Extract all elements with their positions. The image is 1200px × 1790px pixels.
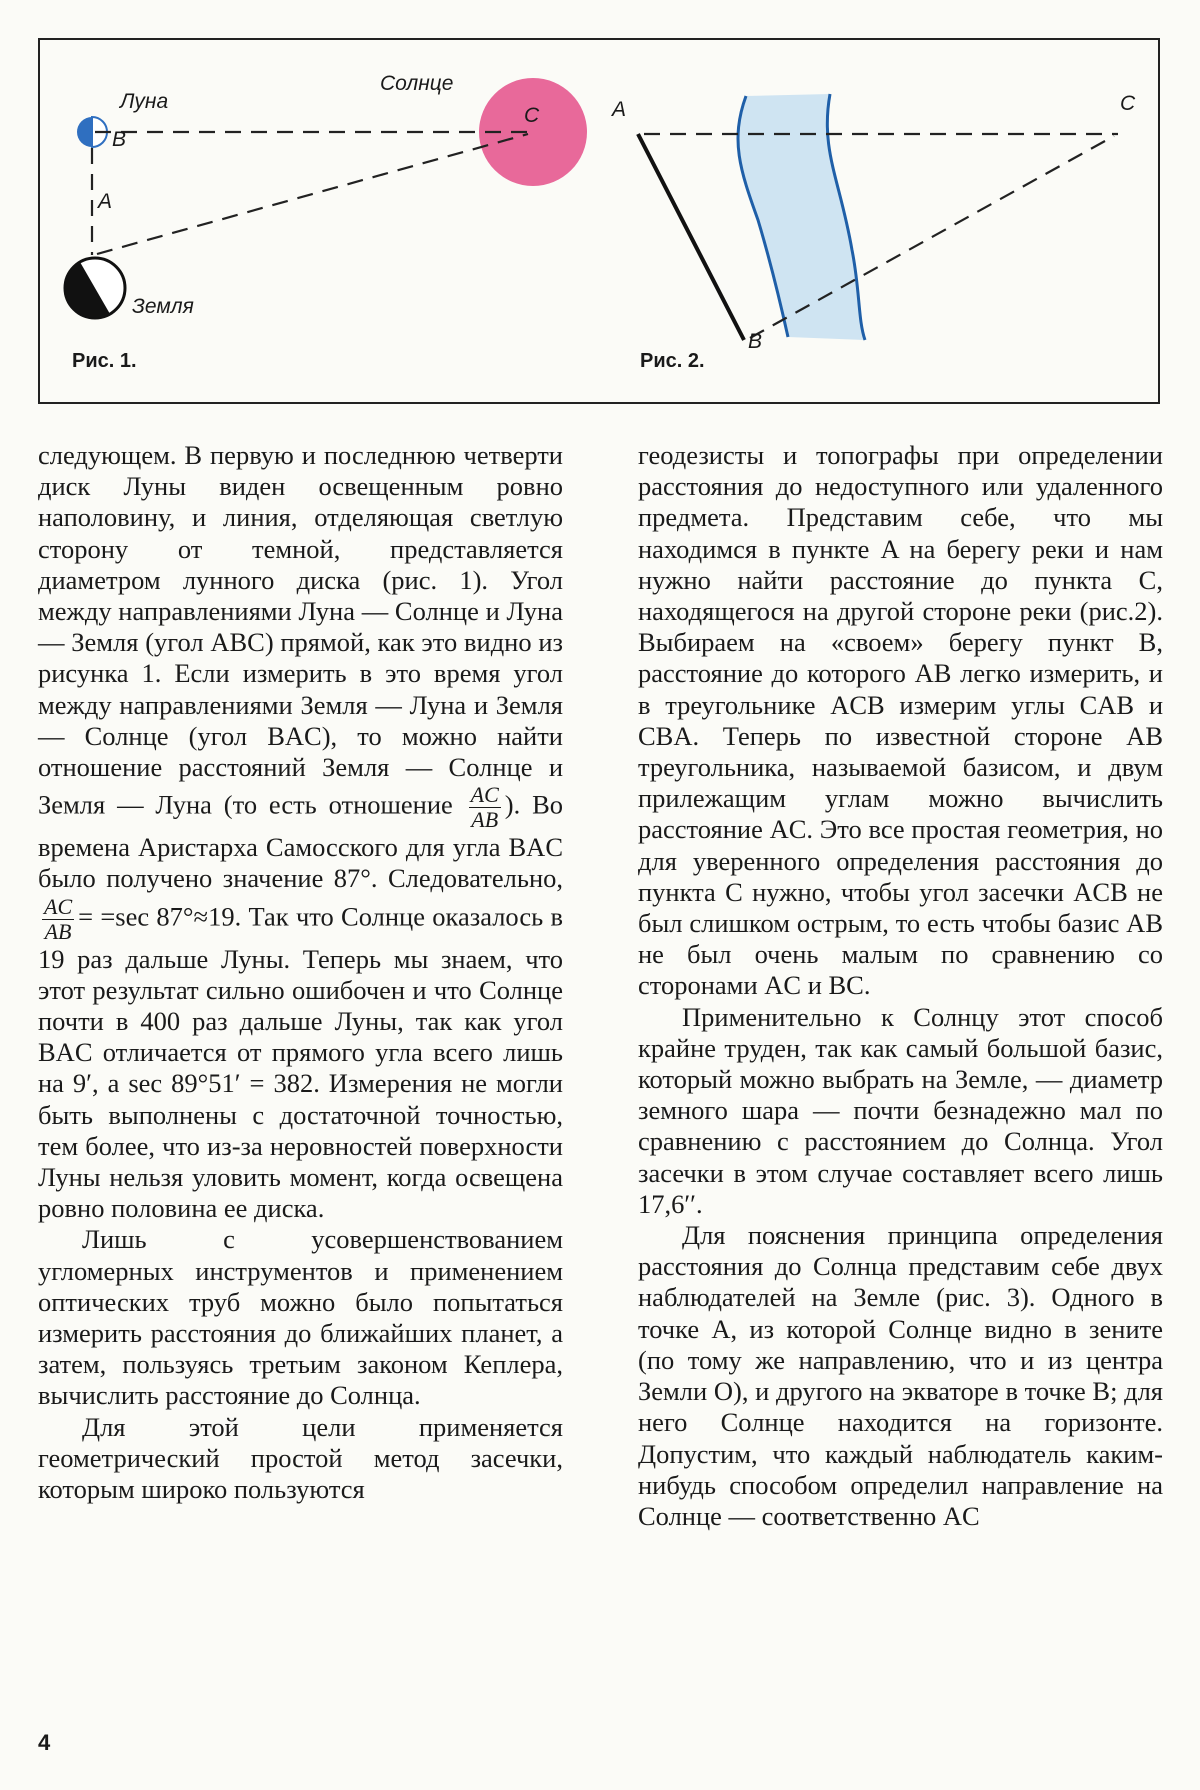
- fig1-moon-label: Луна: [120, 90, 169, 113]
- fig2-caption: Рис. 2.: [640, 350, 705, 372]
- fig1-point-b: B: [112, 128, 127, 151]
- fig1-point-a: A: [98, 190, 113, 213]
- left-paragraph-1: следующем. В первую и последнюю четверти диск Луны виден освещенным ровно наполовину, и линия, отделяющая светлую сторону от темной, представляется диаметром лунного диска (рис. 1). Угол между направлениями Луна — Солнце и Луна — Земля (угол ABC) прямой, как это видно из рисунка 1. Если измерить в это время угол между направлениями Земля — Луна и Земля — Солнце (угол BAC), то можно найти отношение расстояний Земля — Солнце и Земля — Луна (то есть отношение $\frac{AC}{AB}$ ). Во времена Аристарха Самосского для угла BAC было получено значение 87°. Следовательно, $\frac{AC}{AB}$ = =sec 87°≈19. Так что Солнце оказалось в 19 раз дальше Луны. Теперь мы знаем, что этот результат сильно ошибочен и что Солнце почти в 400 раз дальше Луны, так как угол BAC отличается от прямого угла всего лишь на 9′, a sec 89°51′ = 382. Измерения не могли быть выполнены с достаточной точностью, тем более, что из-за неровностей поверхности Луны нельзя уловить момент, когда освещена ровно половина ее диска.: [38, 440, 563, 1224]
- right-paragraph-3: Для пояснения принципа определения расстояния до Солнца представим себе двух наблюдателей на Земле (рис. 3). Одного в точке A, из которой Солнце видно в зените (по тому же направлению, что и из центра Земли O), и другого на экваторе в точке B; для него Солнце находится на горизонте. Допустим, что каждый наблюдатель каким-нибудь способом определил направление на Солнце — соответственно AC: [638, 1220, 1163, 1531]
- fraction-ac-ab-2: $\frac{AC}{AB}$: [44, 893, 73, 944]
- line-ac: [97, 134, 528, 254]
- left-paragraph-2: Лишь с усовершенствованием угломерных инструментов и применением оптических труб можно было попытаться измерить расстояния до ближайших планет, а затем, пользуясь третьим законом Кеплера, вычислить расстояние до Солнца.: [38, 1224, 563, 1411]
- page-number: 4: [38, 1730, 51, 1755]
- left-paragraph-3: Для этой цели применяется геометрический простой метод засечки, которым широко пользуются: [38, 1411, 563, 1505]
- fig1-sun-label: Солнце: [380, 72, 454, 95]
- fig1-earth-label: Земля: [132, 295, 194, 318]
- fig2-point-b: B: [748, 330, 763, 353]
- figures-svg: [40, 40, 1162, 406]
- fig2-point-a: A: [612, 98, 627, 121]
- fig1-caption: Рис. 1.: [72, 350, 137, 372]
- right-paragraph-1: геодезисты и топографы при определении расстояния до недоступного или удаленного предмета. Представим себе, что мы находимся в пункте A на берегу реки и нам нужно найти расстояние до пункта C, находящегося на другой стороне реки (рис.2). Выбираем на «своем» берегу пункт B, расстояние до которого AB легко измерить, и в треугольнике ACB измерим углы CAB и CBA. Теперь по известной стороне AB треугольника, называемой базисом, и двум прилежащим углам можно вычислить расстояние AC. Это все простая геометрия, но для уверенного определения расстояния до пункта C нужно, чтобы угол засечки ACB не был слишком острым, то есть чтобы базис AB не был очень малым по сравнению со сторонами AC и BC.: [638, 440, 1163, 1001]
- right-column: [638, 440, 1163, 1532]
- left-column: [38, 440, 563, 1505]
- fig1-point-c: C: [524, 104, 540, 127]
- line-ab: [638, 134, 744, 340]
- fraction-ac-ab-1: $\frac{AC}{AB}$: [470, 782, 499, 833]
- figure-box: [38, 38, 1160, 404]
- right-paragraph-2: Применительно к Солнцу этот способ крайне труден, так как самый большой базис, который можно выбрать на Земле, — диаметр земного шара — почти безнадежно мал по сравнению с расстоянием до Солнца. Угол засечки в этом случае составляет всего лишь 17,6′′.: [638, 1001, 1163, 1219]
- fig2-point-c: C: [1120, 92, 1136, 115]
